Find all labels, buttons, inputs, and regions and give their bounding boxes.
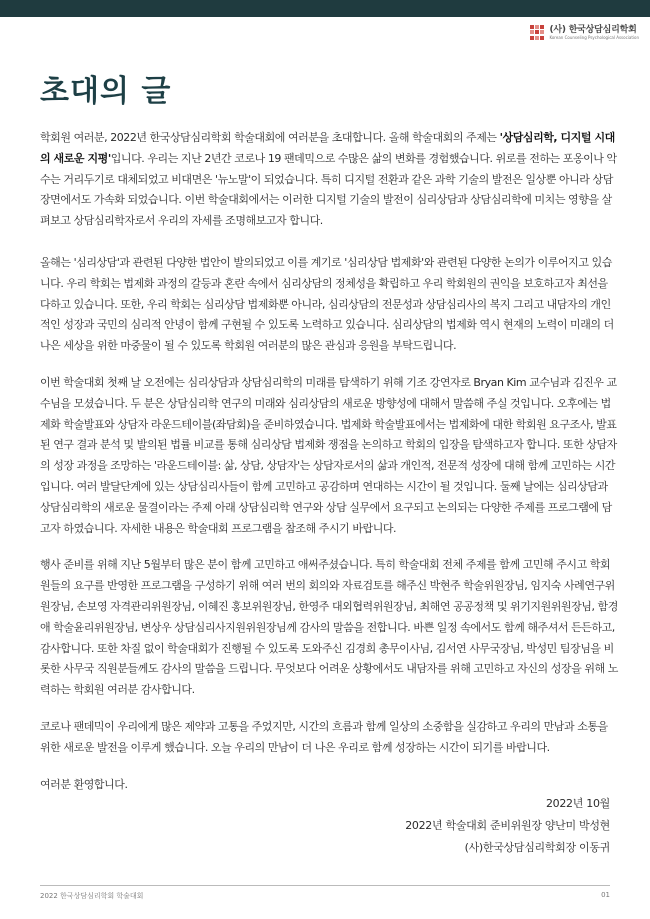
page-number: 01 <box>601 891 610 899</box>
logo-mark-icon <box>530 25 545 40</box>
footer-divider <box>40 885 610 886</box>
signature-date: 2022년 10월 <box>545 797 610 810</box>
top-bar <box>0 0 650 17</box>
footer-title: 2022 한국상담심리학회 학술대회 <box>40 892 144 900</box>
signature-line-1: 2022년 학술대회 준비위원장 양난미 박성현 <box>405 819 610 832</box>
paragraph-5: 코로나 팬데믹이 우리에게 많은 제약과 고통을 주었지만, 시간의 흐름과 함께 일상의 소중함을 실감하고 우리의 만남과 소통을 위한 새로운 발전을 이루게 했습니다. 오늘 우리의 만남이 더 나은 우리로 함께 성장하는 시간이 되기를 바랍니다. <box>40 719 608 754</box>
page-title: 초대의 글 <box>40 74 172 109</box>
paragraph-6: 여러분 환영합니다. <box>40 777 128 791</box>
logo-text <box>549 26 639 40</box>
conference-theme: '상담심리학, 디지털 시대의 새로운 지평' <box>40 131 615 165</box>
paragraph-1-text-a: 학회원 여러분, 2022년 한국상담심리학회 학술대회에 여러분을 초대합니다. 올해 학술대회의 주제는 <box>40 131 500 144</box>
association-logo <box>530 25 639 40</box>
paragraph-4: 행사 준비를 위해 지난 5월부터 많은 분이 함께 고민하고 애써주셨습니다. 특히 학술대회 전체 주제를 함께 고민해 주시고 학회원들의 요구를 반영한 프로그램을 구성하기 위해 여러 번의 회의와 자료검토를 해주신 박현주 학술위원장님, 임지숙 사례연구위원장님, 손보영 자격관리위원장님, 이혜진 홍보위원장님, 한영주 대외협력위원장님, 최해연 공공정책 및 위기지원위원장님, 함경애 학술윤리위원장님, 변상우 상담심리사지원위원장님께 감사의 말씀을 전합니다. 바쁜 일정 속에서도 함께 해주셔서 든든하고, 감사합니다. 또한 차질 없이 학술대회가 진행될 수 있도록 도와주신 김경희 총무이사님, 김서연 사무국장님, 박성민 팀장님을 비롯한 사무국 직원분들께도 감사의 말씀을 드립니다. 무엇보다 어려운 상황에서도 내담자를 위해 고민하고 자신의 성장을 위해 노력하는 학회원 여러분 감사합니다. <box>40 558 618 697</box>
paragraph-2: 올해는 '심리상담'과 관련된 다양한 법안이 발의되었고 이를 계기로 '심리상담 법제화'와 관련된 다양한 논의가 이루어지고 있습니다. 우리 학회는 법제화 과정의 갈등과 혼란 속에서 심리상담의 정체성을 확립하고 우리 학회원의 권익을 보호하고자 최선을 다하고 있습니다. 또한, 우리 학회는 심리상담 법제화뿐 아니라, 심리상담의 전문성과 상담심리사의 복지 그리고 내담자의 개인적인 성장과 국민의 심리적 안녕이 함께 구현될 수 있도록 노력하고 있습니다. 심리상담의 법제화 역시 현재의 노력이 미래의 더 나은 세상을 위한 마중물이 될 수 있도록 학회원 여러분의 많은 관심과 응원을 부탁드립니다. <box>40 255 614 353</box>
signature-line-2: (사)한국상담심리학회장 이동귀 <box>464 841 610 854</box>
logo-name: (사) 한국상담심리학회 <box>549 24 637 35</box>
signature-block <box>405 793 610 859</box>
paragraph-1-text-b: 입니다. 우리는 지난 2년간 코로나 19 팬데믹으로 수많은 삶의 변화를 경험했습니다. 위로를 전하는 포옹이나 악수는 거리두기로 대체되었고 비대면은 '뉴노말'이 되었습니다. 특히 디지털 전환과 같은 과학 기술의 발전은 일상뿐 아니라 상담 장면에서도 가속화 되었습니다. 이번 학술대회에서는 이러한 디지털 기술의 발전이 심리상담과 상담심리학에 미치는 영향을 살펴보고 상담심리학자로서 우리의 자세를 조명해보고자 합니다. <box>40 151 617 228</box>
logo-subtitle: Korean Counseling Psychological Association <box>549 34 639 40</box>
paragraph-3: 이번 학술대회 첫째 날 오전에는 심리상담과 상담심리학의 미래를 탐색하기 위해 기조 강연자로 Bryan Kim 교수님과 김진우 교수님을 모셨습니다. 두 분은 상담심리학 연구의 미래와 심리상담의 새로운 방향성에 대해서 말씀해 주실 것입니다. 오후에는 법제화 학술발표와 상담자 라운드테이블(좌담회)을 준비하였습니다. 법제화 학술발표에서는 법제화에 대한 학회원 요구조사, 발표된 연구 결과 분석 및 발의된 법률 비교를 통해 심리상담 법제화 쟁점을 논의하고 학회의 입장을 탐색하고자 합니다. 또한 상담자의 성장 과정을 조망하는 '라운드테이블: 삶, 상담, 상담자'는 상담자로서의 삶과 개인적, 전문적 성장에 대해 함께 고민하는 시간입니다. 여러 발달단계에 있는 상담심리사들이 함께 고민하고 공감하며 연대하는 시간이 될 것입니다. 둘째 날에는 심리상담과 상담심리학의 새로운 물결이라는 주제 아래 상담심리학 연구와 상담 실무에서 요구되고 논의되는 다양한 주제를 프로그램에 담고자 하였습니다. 자세한 내용은 학술대회 프로그램을 참조해 주시기 바랍니다. <box>40 375 617 535</box>
paragraph-1 <box>40 128 618 232</box>
letter-body <box>40 128 618 795</box>
